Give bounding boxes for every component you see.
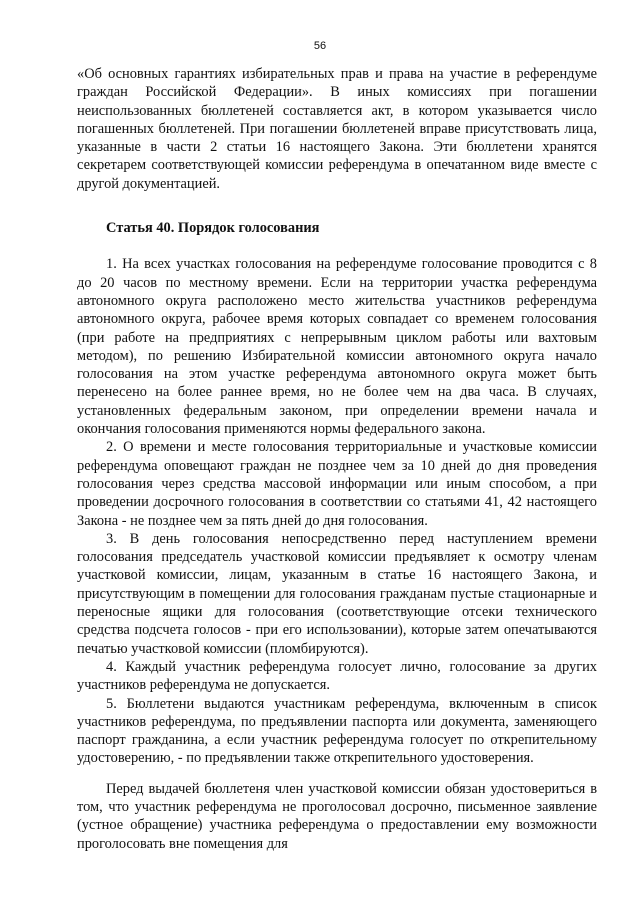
final-paragraph: Перед выдачей бюллетеня член участковой комиссии обязан удостовериться в том, что участник референдума не проголосовал досрочно, письменное заявление (устное обращение) участника референдума о предоставлении ему возможности проголосовать вне помещения для <box>77 780 597 852</box>
article-item-4: 4. Каждый участник референдума голосует лично, голосование за других участников референдума не допускается. <box>77 658 597 694</box>
article-item-2: 2. О времени и месте голосования территориальные и участковые комиссии референдума оповещают граждан не позднее чем за 10 дней до дня проведения голосования через средства массовой информации или иным способом, а при проведении досрочного голосования в соответствии со статьями 41, 42 настоящего Закона - не позднее чем за пять дней до дня голосования. <box>77 439 597 529</box>
article-item-1: 1. На всех участках голосования на референдуме голосование проводится с 8 до 20 часов по местному времени. Если на территории участка референдума автономного округа расположено место жительства участников референдума автономного округа, рабочее время которых совпадает со временем голосования (при работе на предприятиях с непрерывным циклом работы или вахтовым методом), по решению Избирательной комиссии автономного округа начало голосования на этом участке референдума автономного округа может быть перенесено на более раннее время, но не более чем на два часа. В случаях, установленных федеральным законом, при определении времени начала и окончания голосования применяются нормы федерального закона. <box>77 256 597 438</box>
article-item-3: 3. В день голосования непосредственно перед наступлением времени голосования председатель участковой комиссии предъявляет к осмотру членам участковой комиссии, лицам, указанным в статье 16 настоящего Закона, и присутствующим в помещении для голосования гражданам пустые стационарные и переносные ящики для голосования (соответствующие отсеки технического средства подсчета голосов - при его использовании), которые затем опечатываются печатью участковой комиссии (пломбируются). <box>77 530 597 657</box>
article-heading: Статья 40. Порядок голосования <box>106 220 320 237</box>
intro-paragraph: «Об основных гарантиях избирательных прав и права на участие в референдуме граждан Российской Федерации». В иных комиссиях при погашении неиспользованных бюллетеней составляется акт, в котором указывается число погашенных бюллетеней. При погашении бюллетеней вправе присутствовать лица, указанные в части 2 статьи 16 настоящего Закона. Эти бюллетени хранятся секретарем соответствующей комиссии референдума в опечатанном виде вместе с другой документацией. <box>77 66 597 192</box>
page-number: 56 <box>313 40 327 52</box>
article-item-5: 5. Бюллетени выдаются участникам референдума, включенным в список участников референдума, по предъявлении паспорта или документа, заменяющего паспорт гражданина, а если участник референдума голосует по открепительному удостоверению, - по предъявлении также открепительного удостоверения. <box>77 695 597 767</box>
document-body <box>77 65 597 853</box>
